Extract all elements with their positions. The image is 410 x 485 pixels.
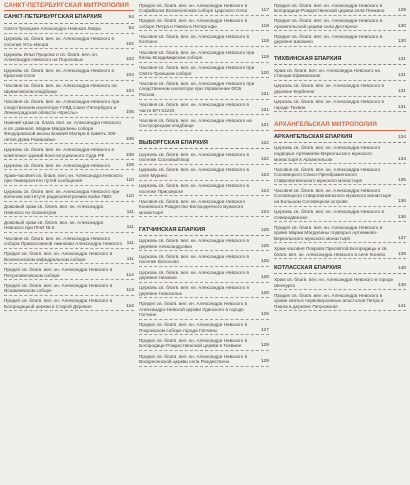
page-number: 94 (128, 26, 134, 32)
toc-entry-title: Часовня св. благв. вел. кн. Александра Невского в Колпино (139, 33, 250, 45)
toc-entry[interactable] (4, 26, 134, 34)
toc-entry-title: Церковь св. благв. вел. кн. Александра Невского в городе Тихвин (274, 99, 385, 110)
toc-entry-title: Церковь св. благв. вел. кн. Александра Невского в Северодвинске (274, 209, 385, 220)
toc-entry-title: Домовый храм св. благв. вел. кн. Александра Невского при ПНИ № 5 (4, 219, 104, 231)
toc-entry[interactable] (274, 33, 406, 47)
page-number: 134 (397, 156, 406, 162)
page-number: 134 (397, 134, 406, 140)
page-number: 140 (397, 282, 406, 288)
page-number: 117 (261, 8, 269, 14)
toc-entry-title: Церковь св. благв. вел. кн. Александра Невского в комплексе зданий Конституционного Суда РФ (4, 147, 115, 158)
page-number: 141 (397, 303, 406, 309)
metropolia-heading: АРХАНГЕЛЬСКАЯ МИТРОПОЛИЯ (274, 121, 406, 130)
toc-entry-title: Часовня св. благв. вел. кн. Александра Невского Коневского Рождество-Богородичного мужского монастыря (139, 198, 246, 215)
toc-entry-title: Придел св. благв. вел. кн. Александра Невского в Архангельской церкви села Дегтярное (274, 18, 383, 29)
toc-entry[interactable] (139, 2, 269, 16)
toc-entry[interactable] (4, 99, 134, 118)
toc-entry-title: Церковь св. благв. вел. кн. Александра Невского при военном институте радиоэлектроники войск ПВО (4, 188, 120, 200)
toc-entry[interactable] (274, 67, 406, 81)
page-number: 111 (126, 209, 134, 215)
toc-entry-title: Придел св. благв. вел. кн. Александра Невского в Петропавловском соборе (4, 266, 113, 278)
toc-entry[interactable] (139, 301, 269, 320)
toc-entry[interactable] (139, 198, 269, 217)
toc-entry[interactable] (4, 51, 134, 65)
toc-entry[interactable] (139, 151, 269, 165)
toc-entry-title: Нижний храм св. благв. вел. кн. Александра Невского и св. равноап. Марии Магдалины собора Феодоровской иконы Божией Матери в память 300-летия Дома Романовых (4, 120, 121, 142)
toc-entry[interactable] (139, 322, 269, 336)
entry-list (274, 2, 406, 47)
diocese-heading[interactable]: ГАТЧИНСКАЯ ЕПАРХИЯ 125 (139, 227, 269, 236)
toc-entry-title: Церковь св. благв. вел. кн. Александра Невского в селе Мурино (139, 167, 250, 178)
page-number: 123 (260, 172, 269, 178)
entry-list (274, 145, 406, 259)
toc-entry-title: Церковь св. благв. вел. кн. Александра Невского в деревне Александровка (139, 238, 250, 249)
toc-column-1 (4, 2, 134, 314)
toc-entry[interactable] (139, 102, 269, 116)
toc-entry[interactable] (4, 282, 134, 296)
page-number: 131 (397, 104, 406, 110)
toc-entry-title: Церковь св. благв. вел. кн. Александра Невского в поселке Волосово (139, 253, 250, 265)
toc-entry[interactable] (139, 167, 269, 181)
toc-entry-title: Церковь св. благв. вел. кн. Александра Невского в деревне Новоселье (139, 285, 250, 296)
toc-entry[interactable] (139, 65, 269, 79)
toc-entry[interactable] (4, 83, 134, 97)
toc-entry[interactable] (274, 18, 406, 32)
page-number: 124 (260, 188, 269, 194)
entry-list (4, 26, 134, 312)
toc-entry[interactable] (139, 49, 269, 63)
toc-entry[interactable] (274, 224, 406, 243)
diocese-heading[interactable]: САНКТ-ПЕТЕРБУРГСКАЯ ЕПАРХИЯ 94 (4, 14, 134, 23)
page-number: 111 (126, 241, 134, 247)
toc-entry-title: Храм-часовня св. благв. вел. кн. Александра Невского при Университете путей сообщения (4, 172, 123, 184)
toc-column-3 (274, 2, 406, 313)
toc-entry[interactable] (4, 251, 134, 265)
toc-entry[interactable] (139, 80, 269, 99)
toc-entry-title: Церковь св. благв. вел. кн. Александра Невского в поселке Приозерске (139, 183, 250, 194)
page-number: 103 (125, 57, 134, 63)
page-number: 126 (260, 290, 269, 296)
toc-entry[interactable] (139, 285, 269, 299)
toc-column-2 (139, 2, 269, 369)
page-number: 104 (125, 73, 134, 79)
toc-entry-title: Часовня св. благв. вел. кн. Александра Невского при Князь-Владимирском соборе (139, 49, 255, 61)
toc-entry[interactable] (139, 253, 269, 267)
page-number: 126 (260, 312, 269, 318)
page-number: 136 (397, 214, 406, 220)
toc-entry[interactable] (274, 145, 406, 164)
page-number: 113 (126, 288, 134, 294)
toc-entry[interactable] (274, 209, 406, 223)
page-number: 131 (397, 57, 406, 63)
toc-entry-title: Придел св. благв. вел. кн. Александра Невского в Вознесенском кафедральном соборе (4, 251, 113, 262)
toc-entry[interactable] (4, 235, 134, 249)
toc-entry[interactable] (139, 353, 269, 367)
toc-entry[interactable] (274, 99, 406, 113)
toc-entry[interactable] (4, 172, 134, 186)
toc-entry-title: Храм св. благв. вел. кн. Александра Невского в городе Шенкурск (274, 276, 394, 288)
toc-entry-title: Придел св. благв. вел. кн. Александра Невского в Исаакиевском соборе (4, 282, 113, 294)
toc-entry[interactable] (4, 266, 134, 280)
page-number: 130 (397, 39, 406, 45)
toc-entry[interactable] (4, 162, 134, 170)
toc-entry[interactable] (4, 204, 134, 218)
diocese-heading[interactable]: ТИХВИНСКАЯ ЕПАРХИЯ 131 (274, 56, 406, 65)
page-number: 104 (125, 88, 134, 94)
page-number: 119 (261, 55, 269, 61)
toc-entry-title: Придел св. благв. вел. кн. Александра Невского в Богородице-Рождественской церкви в Тихвине (139, 337, 248, 349)
page-number: 94 (128, 15, 134, 21)
page-number: 140 (397, 266, 406, 272)
toc-entry-title: Придел св. благв. вел. кн. Александра Невского в Софийском Вознесенском соборе Царского Села (139, 2, 248, 14)
page-number: 129 (397, 8, 406, 14)
entry-list (274, 67, 406, 112)
diocese-heading[interactable]: КОТЛАССКАЯ ЕПАРХИЯ 140 (274, 265, 406, 274)
page-number: 109 (125, 162, 134, 168)
entry-list (274, 276, 406, 311)
toc-entry[interactable] (274, 2, 406, 16)
entry-list (139, 238, 269, 367)
page-number: 121 (260, 107, 269, 113)
page-number: 116 (126, 303, 134, 309)
toc-entry-title: Храм часовня Покрова Пресвятой Богородицы и св. благв. вел. кн. Александра Невского в селе Конево (274, 246, 388, 257)
entry-list (139, 2, 269, 131)
page-number: 108 (125, 152, 134, 158)
toc-entry-title: Придел св. благв. вел. кн. Александра Невского в соборе Петра и Павла в Петергофе (139, 18, 248, 29)
toc-entry-title: Часовня св. благв. вел. кн. Александра Невского на Шуваловском кладбище (4, 83, 117, 94)
toc-entry-title: Свято-Троицкая Александро-Невская Лавра (4, 26, 101, 32)
toc-entry-title: Церковь св. благв. вел. кн. Александра Невского подворья Артемиево-Веркольского мужского монастыря в Архангельске (274, 145, 381, 162)
toc-entry[interactable] (274, 166, 406, 185)
toc-entry[interactable] (139, 117, 269, 131)
diocese-heading[interactable]: АРХАНГЕЛЬСКАЯ ЕПАРХИЯ 134 (274, 134, 406, 143)
toc-entry[interactable] (139, 238, 269, 252)
page-number: 131 (397, 89, 406, 94)
page-number: 127 (260, 327, 269, 333)
toc-entry[interactable] (274, 187, 406, 206)
toc-entry[interactable] (4, 188, 134, 202)
toc-entry[interactable] (139, 18, 269, 32)
page-number: 128 (260, 343, 269, 349)
toc-entry[interactable] (4, 219, 134, 233)
toc-entry[interactable] (274, 246, 406, 260)
page-number: 110 (126, 194, 134, 200)
metropolia-heading: САНКТ-ПЕТЕРБУРГСКАЯ МИТРОПОЛИЯ (4, 2, 134, 11)
page-number: 125 (260, 243, 269, 249)
toc-entry-title: Придел св. благв. вел. кн. Александра Невского в Богородицкой церкви в Старой Деревне (4, 298, 113, 309)
toc-entry-title: Церковь св. благв. вел. кн. Александра Невского в деревне Кербеняе (274, 83, 385, 94)
toc-entry-title: Церковь св. благв. вел. кн. Александра Невского в Красном Селе (4, 67, 115, 79)
toc-entry[interactable] (139, 337, 269, 351)
toc-entry[interactable] (274, 83, 406, 97)
page-number: 111 (126, 225, 134, 231)
entry-list (139, 151, 269, 217)
toc-entry-title: Церковь Ильи Пророка и св. благв. вел. кн. Александра Невского на Пороховых (4, 51, 99, 63)
page-number: 124 (260, 209, 269, 215)
page-number: 118 (261, 39, 269, 45)
toc-entry[interactable] (4, 36, 134, 50)
page-number: 136 (397, 199, 406, 204)
diocese-heading[interactable]: ВЫБОРГСКАЯ ЕПАРХИЯ 122 (139, 140, 269, 149)
toc-entry-title: Церковь св. благв. вел. кн. Александра Невского в деревне Низовое (139, 269, 250, 281)
page-number: 126 (260, 275, 269, 281)
page-number: 137 (397, 235, 406, 241)
toc-entry-title: Придел св. благв. вел. кн. Александра Невского в Покровском соборе города Гатчины (139, 322, 248, 333)
page-number: 112 (126, 272, 134, 278)
toc-entry-title: Часовня св. благв. вел. кн. Александра Невского при следственном изоляторе ГУВД Санкт-Петербурга и Ленинградской области «Кресты» (4, 99, 120, 116)
toc-entry[interactable] (274, 292, 406, 311)
page-number: 128 (260, 359, 269, 365)
page-number: 118 (261, 23, 269, 29)
page-number: 139 (397, 251, 406, 257)
toc-entry[interactable] (4, 120, 134, 145)
toc-entry-title: Придел св. благв. вел. кн. Александра Невского в Воскресенской церкви села Рождествено (139, 353, 248, 365)
toc-entry-title: Часовня св. благв. вел. кн. Александра Невского собора Православной гимназии Александра Невского (4, 235, 123, 247)
toc-entry[interactable] (4, 298, 134, 312)
page-number: 110 (126, 178, 134, 184)
toc-entry-title: Придел св. благв. вел. кн. Александра Невского в Богородице-Рождественской церкви села Пенкино (274, 2, 385, 14)
toc-entry-title: Придел св. благв. вел. кн. Александра Невского в храме святых первоверховных апостолов Петра и Павла в деревне Петровская (274, 292, 384, 309)
toc-entry-title: Придел св. благв. вел. кн. Александра Невского в храме Марии Магдалины подворья Артемиево-Веркольского мужского монастыря (274, 224, 383, 241)
toc-entry-title: Домовый храм св. благв. вел. кн. Александра Невского по психиатрии (4, 204, 104, 215)
page-number: 102 (125, 41, 134, 47)
page-number: 106 (125, 136, 134, 142)
page-number: 135 (397, 177, 406, 183)
page-number: 122 (260, 141, 269, 147)
page-number: 121 (260, 92, 269, 98)
toc-entry[interactable] (139, 269, 269, 283)
toc-entry-title: Часовня св. благв. вел. кн. Александра Невского в части В/Ч 51240 (139, 102, 250, 113)
toc-entry[interactable] (4, 67, 134, 81)
page-number: 131 (397, 73, 406, 79)
toc-entry-title: Храм св. благв. вел. кн. Александра Невского на станции Ефимовская (274, 67, 380, 79)
page-number: 125 (260, 227, 269, 233)
page-number: 121 (260, 123, 269, 129)
toc-entry-title: Часовня св. благв. вел. кн. Александра Невского на Сестрорецком кладбище (139, 117, 252, 129)
toc-entry[interactable] (4, 147, 134, 161)
toc-entry-title: Часовня св. благв. вел. кн. Александра Невского при следственном изоляторе при Управлении ФСБ России (139, 80, 255, 98)
page-number: 105 (125, 110, 134, 116)
page-number: 130 (397, 23, 406, 29)
toc-entry[interactable] (139, 33, 269, 47)
toc-entry-title: Придел св. благв. вел. кн. Александра Невского в деревне Шапкино (274, 33, 383, 45)
toc-entry-title: Придел св. благв. вел. кн. Александра Невского в Александро-Невской церкви Удинского в городе Гатчине (139, 301, 248, 318)
toc-entry[interactable] (274, 276, 406, 290)
toc-entry-title: Церковь св. благв. вел. кн. Александра Невского в поселке Усть-Ижора (4, 36, 115, 47)
toc-entry-title: Часовня св. благв. вел. кн. Александра Невского Соловецкого Спасо-Преображенского ставропигиального мужского монастыря (274, 166, 381, 183)
page-number: 125 (260, 259, 269, 265)
page-number: 122 (260, 157, 269, 163)
page-number: 120 (260, 70, 269, 76)
toc-entry-title: Часовня св. благв. вел. кн. Александра Невского при Свято-Троицком соборе (139, 65, 255, 76)
toc-entry-title: Часовня св. благв. вел. кн. Александра Невского Соловецкого ставропигиального мужского монастыря на Большом Соловецком острове (274, 187, 392, 204)
toc-entry-title: Церковь св. благв. вел. кн. Александра Невского в поселке Сосновый Бор (139, 151, 250, 163)
toc-entry[interactable] (139, 183, 269, 197)
page-number: 111 (126, 256, 134, 262)
toc-entry-title: Церковь св. благв. вел. кн. Александра Невского (4, 162, 111, 168)
